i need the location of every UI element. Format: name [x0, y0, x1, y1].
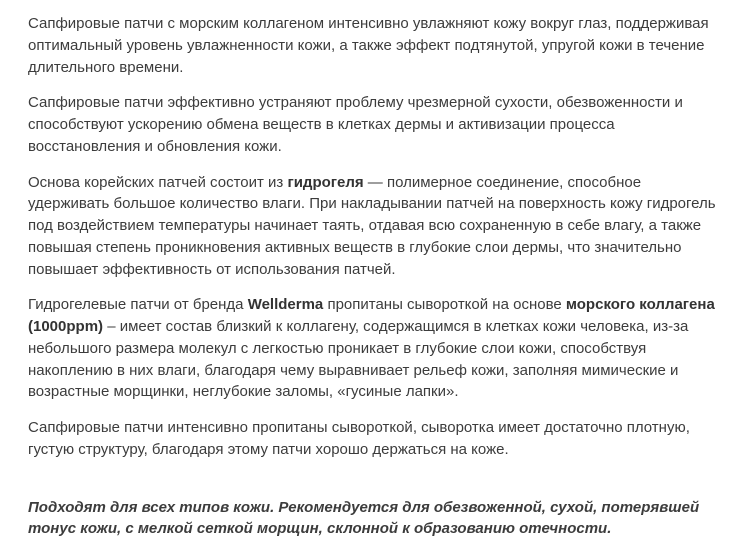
paragraph: Сапфировые патчи с морским коллагеном интенсивно увлажняют кожу вокруг глаз, поддерживая оптимальный уровень увлажненности кожи, а также эффект подтянутой, упругой кожи в течение длительного времени.	[28, 15, 709, 76]
paragraph: Гидрогелевые патчи от бренда Wellderma пропитаны сывороткой на основе морского коллагена (1000ppm) – имеет состав близкий к коллагену, содержащимся в клетках кожи человека, из-за небольшого размера молекул с легкостью проникает в глубокие слои кожи, способствуя накоплению в них влаги, благодаря чему выравнивает рельеф кожи, заполняя мимические и возрастные морщинки, неглубокие заломы, «гусиные лапки».	[28, 296, 715, 401]
emphasis-paragraph: Подходят для всех типов кожи. Рекомендуется для обезвоженной, сухой, потерявшей тонус кожи, с мелкой сеткой морщин, склонной к образованию отечности.	[28, 498, 700, 538]
bold-text: Wellderma	[247, 296, 324, 314]
bold-text: гидрогеля	[287, 173, 364, 191]
paragraph: Сапфировые патчи эффективно устраняют проблему чрезмерной сухости, обезвоженности и способствуют ускорению обмена веществ в клетках дермы и активизации процесса восстановления и обновления кожи.	[28, 94, 683, 155]
bold-text: морского коллагена (1000ppm)	[28, 296, 715, 335]
paragraph: Основа корейских патчей состоит из гидрогеля — полимерное соединение, способное удерживать большое количество влаги. При накладывании патчей на поверхность кожу гидрогель под воздействием температуры начинает таять, отдавая всю сохраненную в себе влагу, а также повышая степень проникновения активных веществ в глубокие слои дермы, что значительно повышает эффективность от использования патчей.	[28, 173, 716, 278]
paragraph: Сапфировые патчи интенсивно пропитаны сывороткой, сыворотка имеет достаточно плотную, густую структуру, благодаря этому патчи хорошо держаться на коже.	[28, 419, 690, 458]
